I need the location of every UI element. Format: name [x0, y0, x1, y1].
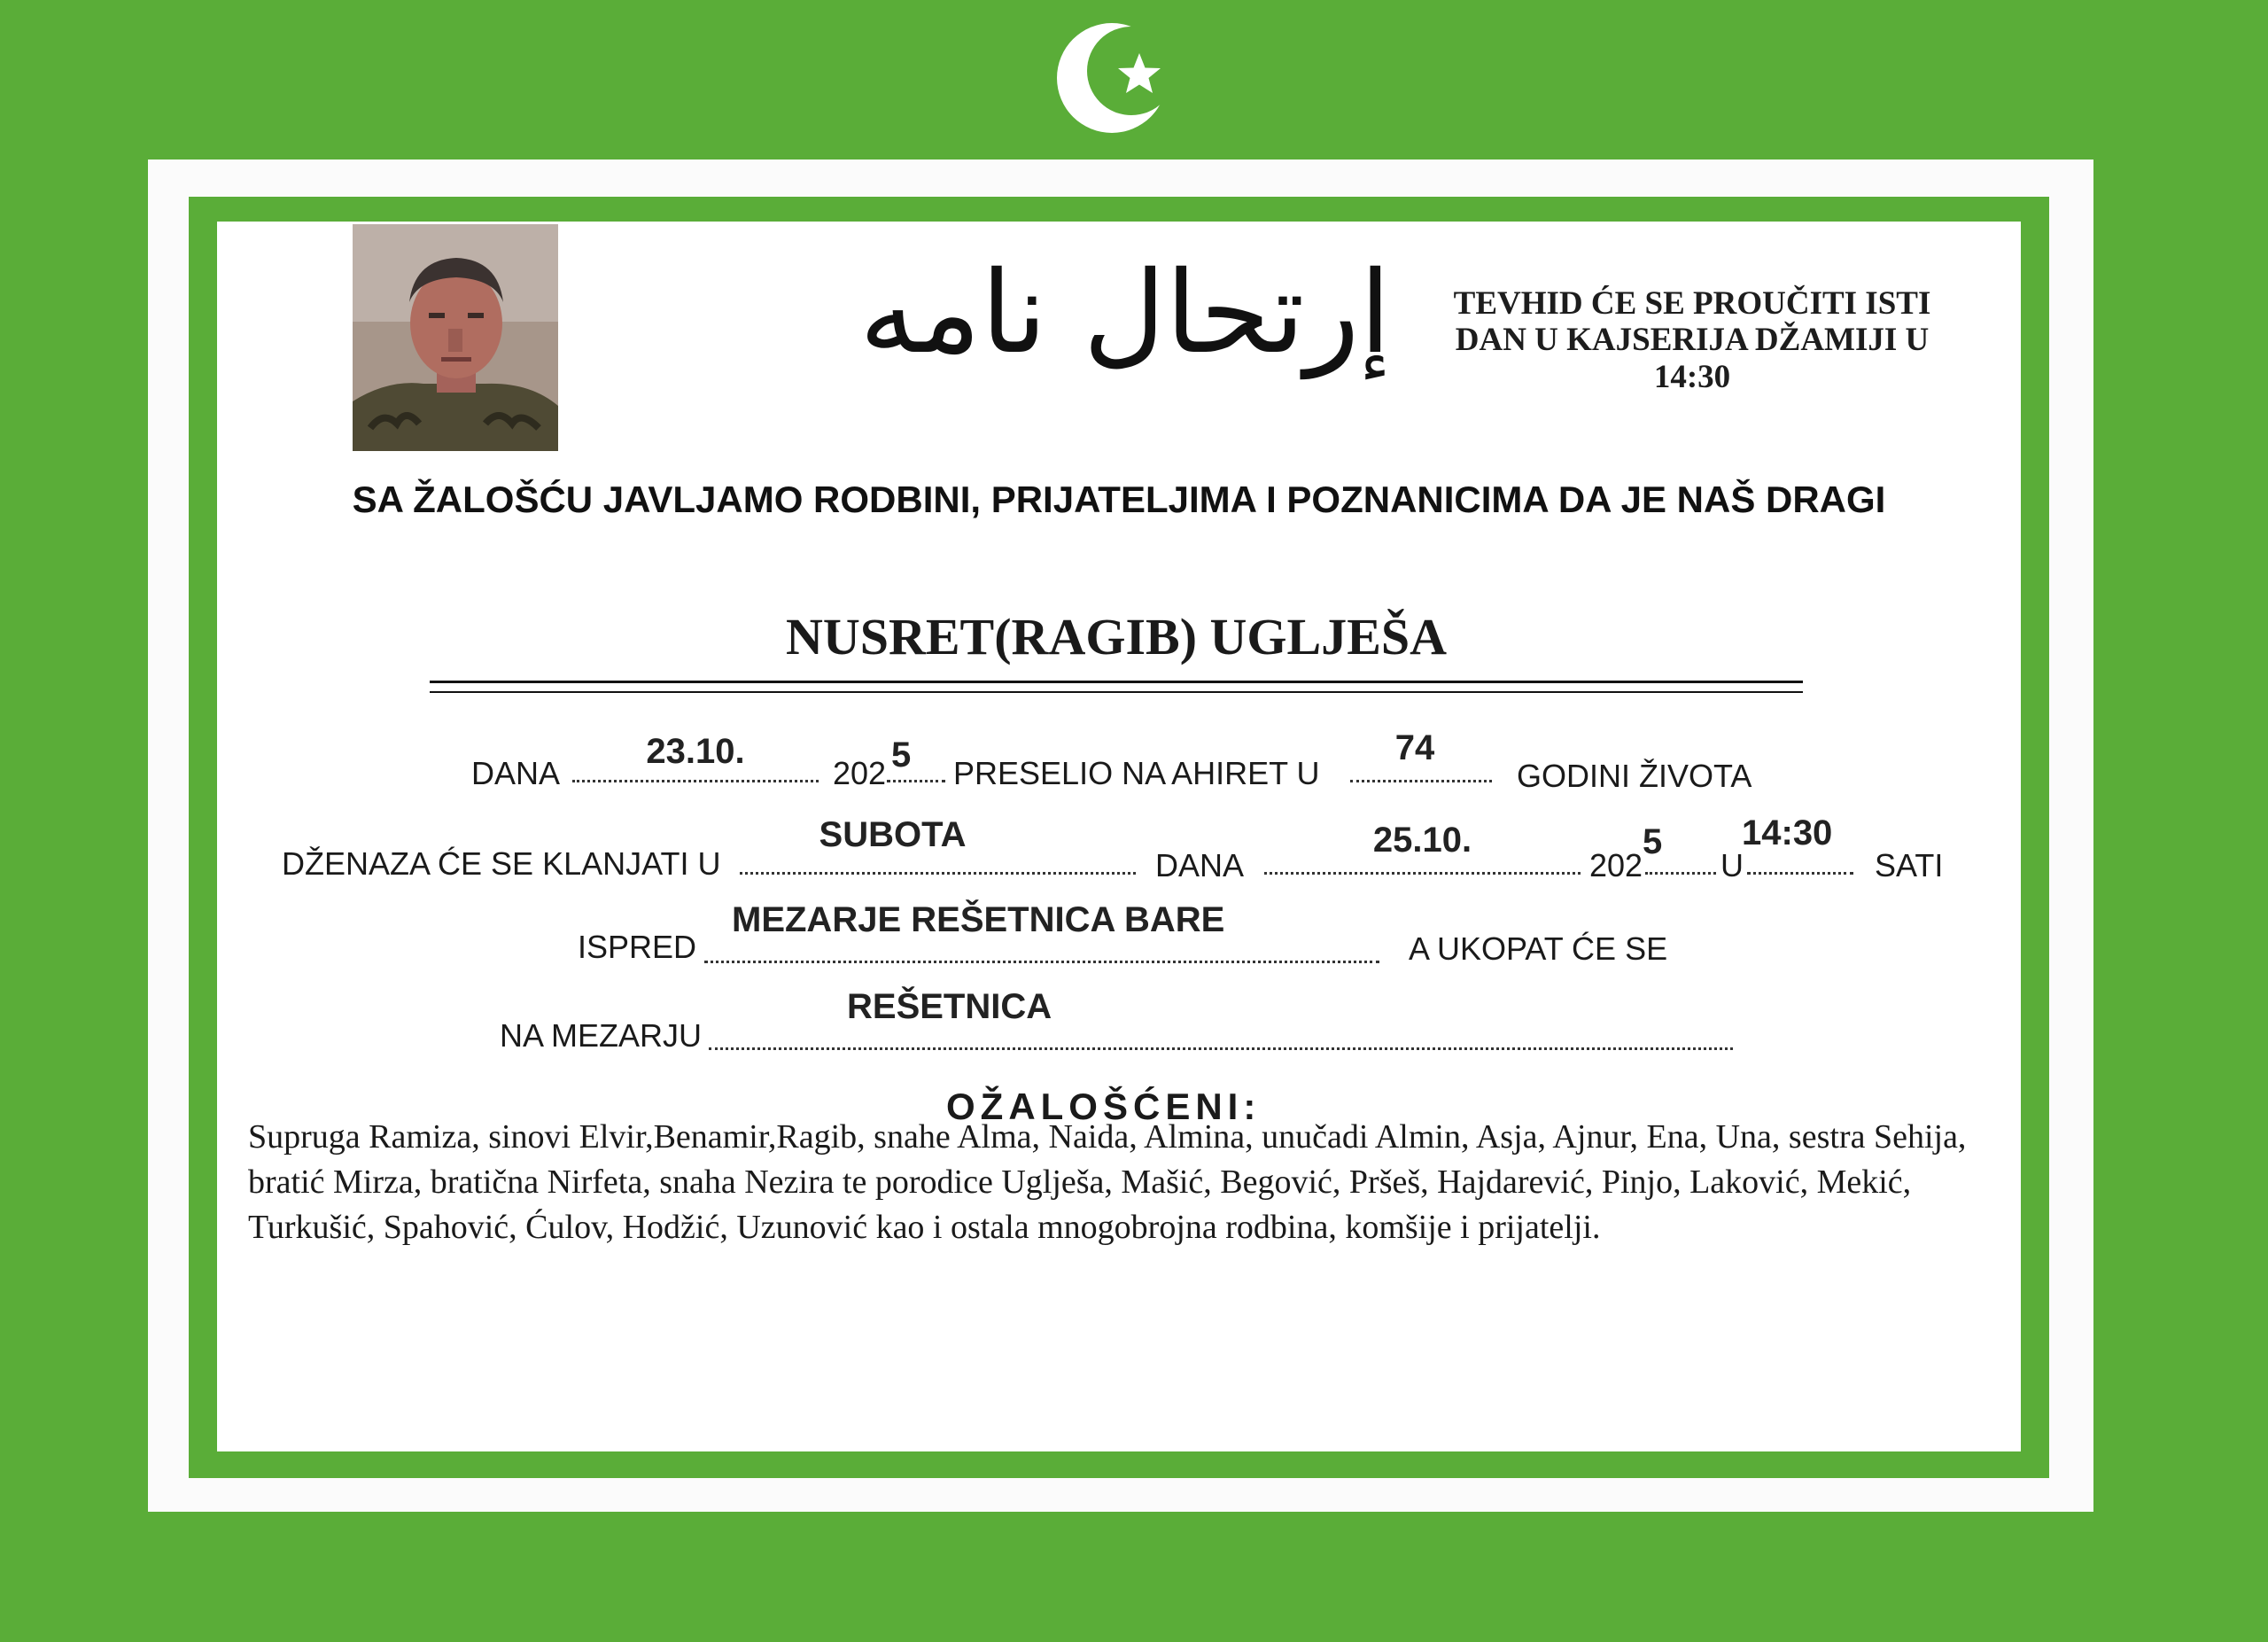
funeral-year-digit: 5	[1643, 822, 1663, 861]
dzenaza-label: DŽENAZA ĆE SE KLANJATI U	[282, 845, 721, 882]
tevhid-line-2: DAN U KAJSERIJA DŽAMIJI U	[1455, 322, 1930, 359]
announcement-text: SA ŽALOŠĆU JAVLJAMO RODBINI, PRIJATELJIMA I POZNANICIMA DA JE NAŠ DRAGI	[352, 479, 1886, 520]
u-label: U	[1720, 847, 1744, 883]
age-line	[1350, 780, 1492, 782]
death-date-value: 23.10.	[646, 732, 745, 771]
funeral-time-line	[1747, 872, 1853, 875]
death-date-line	[572, 780, 819, 782]
tevhid-line-3: 14:30	[1653, 358, 1731, 395]
age-value: 74	[1394, 728, 1435, 767]
death-year-line	[887, 780, 945, 782]
mourners-title: OŽALOŠĆENI:	[946, 1086, 1262, 1127]
preselio-label: PRESELIO NA AHIRET U	[953, 755, 1320, 791]
ispred-place-value: MEZARJE REŠETNICA BARE	[732, 900, 1225, 939]
portrait-photo	[353, 224, 558, 451]
funeral-year-line	[1645, 872, 1716, 875]
arabic-title: إرتحال نامه	[858, 247, 1392, 379]
godini-label: GODINI ŽIVOTA	[1517, 758, 1752, 794]
ukopat-label: A UKOPAT ĆE SE	[1409, 930, 1668, 967]
cemetery-value: REŠETNICA	[847, 987, 1052, 1026]
name-underline	[430, 681, 1803, 683]
year-prefix: 202	[833, 755, 887, 791]
funeral-day-value: SUBOTA	[819, 815, 967, 854]
sati-label: SATI	[1875, 847, 1944, 883]
deceased-name: NUSRET(RAGIB) UGLJEŠA	[785, 608, 1448, 665]
death-year-digit: 5	[891, 735, 912, 774]
year-prefix-2: 202	[1589, 847, 1643, 883]
funeral-time-value: 14:30	[1742, 813, 1833, 852]
ispred-line	[704, 961, 1379, 963]
name-underline-thin	[430, 691, 1803, 693]
mourners-text: Supruga Ramiza, sinovi Elvir,Benamir,Ragib, snahe Alma, Naida, Almina, unučadi Almin, Asja, Ajnur, Ena, Una, sestra Sehija, bratić Mirza, bratična Nirfeta, snaha Nezira te porodice Uglješa, Mašić, Begović, Pršeš, Hajdarević, Pinjo, Laković, Mekić, Turkušić, Spahović, Ćulov, Hodžić, Uzunović kao i ostala mnogobrojna rodbina, komšije i prijatelji.	[248, 1118, 1967, 1246]
cemetery-line	[709, 1047, 1733, 1050]
crescent-star-icon	[1050, 16, 1183, 140]
tevhid-line-1: TEVHID ĆE SE PROUČITI ISTI	[1453, 285, 1931, 322]
ispred-label: ISPRED	[578, 929, 697, 965]
tevhid-notice	[1400, 285, 1984, 395]
funeral-date-value: 25.10.	[1372, 821, 1472, 860]
funeral-date-line	[1264, 872, 1581, 875]
na-mezarju-label: NA MEZARJU	[500, 1017, 703, 1054]
dana-label: DANA	[471, 755, 561, 791]
funeral-day-line	[740, 872, 1136, 875]
dana-label-2: DANA	[1155, 847, 1245, 883]
